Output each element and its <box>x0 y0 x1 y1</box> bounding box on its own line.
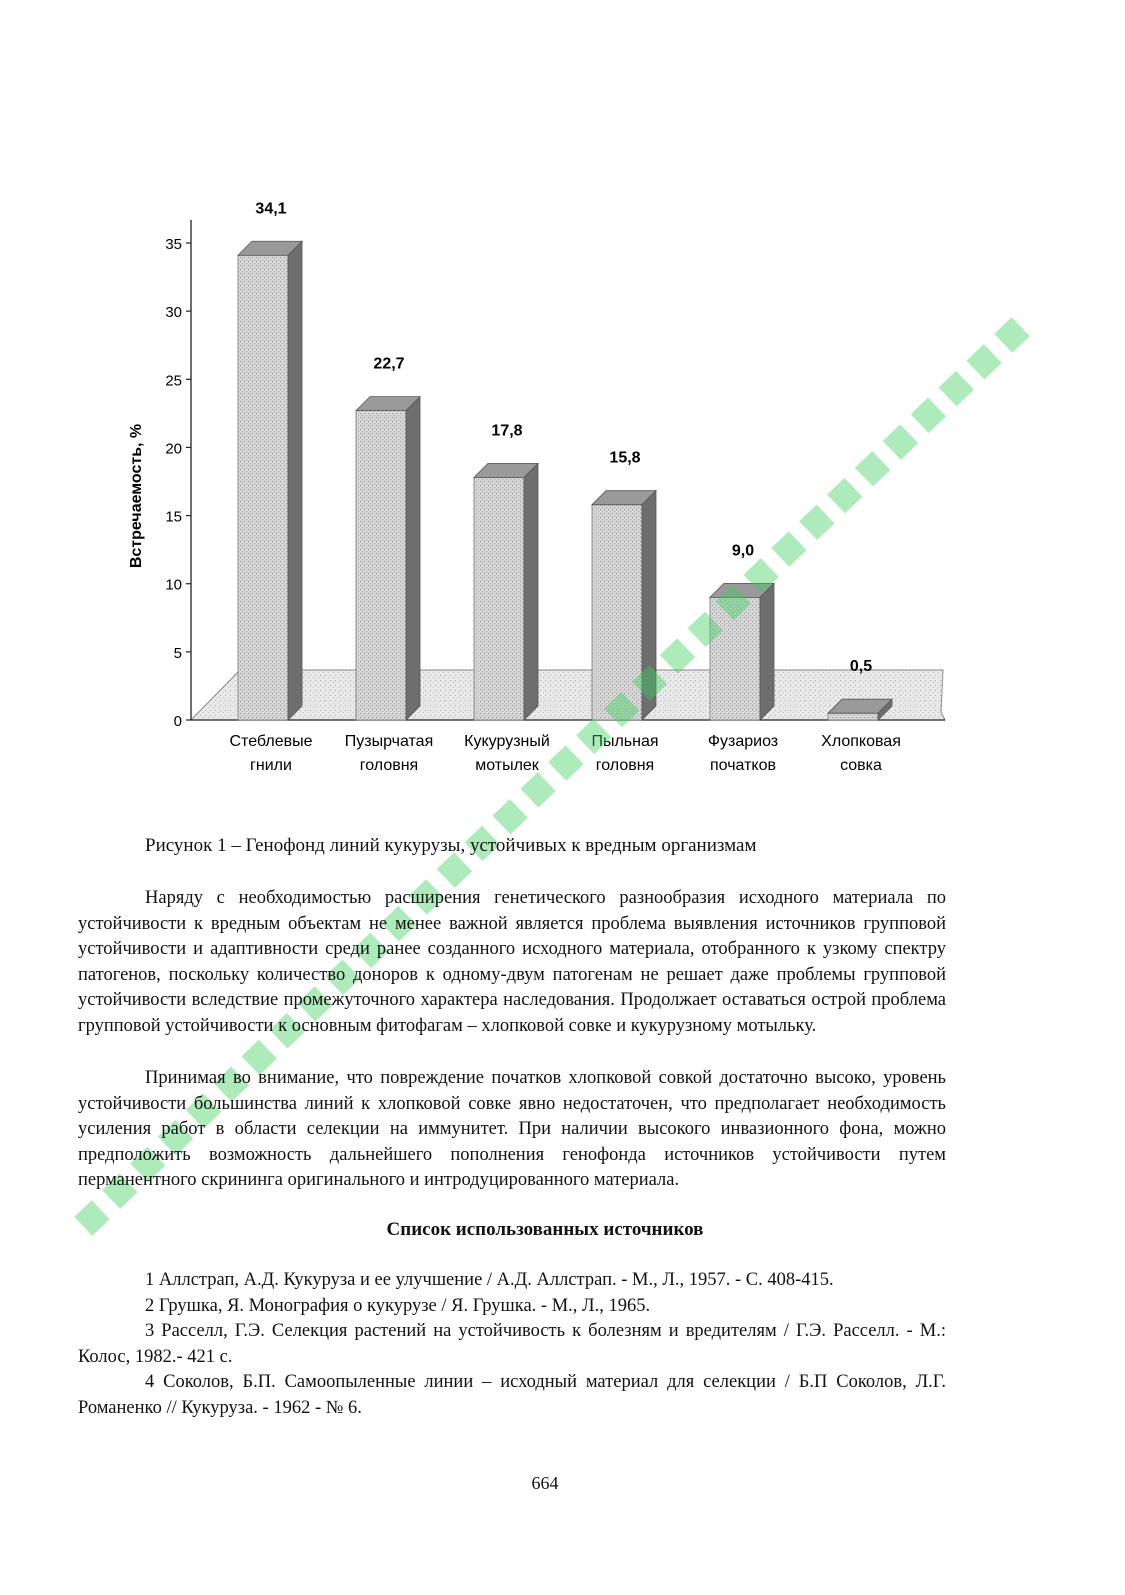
x-tick-label: Кукурузный <box>464 733 550 750</box>
y-tick-label: 0 <box>173 713 182 730</box>
references-title: Список использованных источников <box>386 1219 704 1240</box>
paragraph-2: Принимая во внимание, что повреждение початков хлопковой совкой достаточно высоко, уровень устойчивости большинства линий к хлопковой совке явно недостаточен, что предполагает необходимость усиления работ в области селекции на иммунитет. При наличии высокого инвазионного фона, можно предположить возможность дальнейшего пополнения генофонда источников устойчивости путем перманентного скрининга оригинального и интродуцированного материала. <box>78 1068 946 1191</box>
bar-side <box>760 583 774 720</box>
page-number: 664 <box>531 1473 559 1493</box>
bar <box>474 463 538 720</box>
bar <box>592 491 656 720</box>
reference-item: 3 Расселл, Г.Э. Селекция растений на устойчивость к болезням и вредителям / Г.Э. Расселл. - М.: Колос, 1982.- 421 с. <box>78 1321 946 1367</box>
x-tick-label: гнили <box>250 757 292 774</box>
x-tick-label: головня <box>359 757 419 774</box>
data-label: 17,8 <box>491 422 523 440</box>
y-tick-label: 5 <box>173 644 182 662</box>
data-label: 0,5 <box>849 658 873 676</box>
reference-item: 1 Аллстрап, А.Д. Кукуруза и ее улучшение / А.Д. Аллстрап. - М., Л., 1957. - С. 408-415. <box>145 1270 834 1290</box>
watermark-block <box>437 852 472 887</box>
figure-caption: Рисунок 1 – Генофонд линий кукурузы, устойчивых к вредным организмам <box>145 835 757 856</box>
x-tick-label: Фузариоз <box>707 733 779 750</box>
bar-front <box>356 411 406 720</box>
references-list <box>78 1268 946 1422</box>
data-label: 9,0 <box>731 542 755 560</box>
bar-side <box>524 463 538 720</box>
data-label: 34,1 <box>255 200 287 218</box>
x-tick-label: Стеблевые <box>229 733 313 750</box>
x-tick-label: головня <box>595 757 655 774</box>
x-tick-label: Пузырчатая <box>344 733 434 750</box>
y-axis-label: Встречаемость, % <box>128 423 145 569</box>
x-tick-label: Хлопковая <box>821 733 901 750</box>
x-tick-label: совка <box>840 757 882 774</box>
bar <box>356 397 420 720</box>
bar <box>238 241 302 720</box>
y-tick-label: 25 <box>165 372 182 390</box>
y-tick-label: 15 <box>165 508 182 526</box>
bar <box>710 583 774 720</box>
bar-chart <box>100 165 1000 805</box>
bar-side <box>642 491 656 720</box>
y-tick-label: 20 <box>165 440 182 458</box>
bar-front <box>592 505 642 720</box>
paragraph-1: Наряду с необходимостью расширения генетического разнообразия исходного материала по устойчивости к вредным объектам не менее важной является проблема выявления источников групповой устойчивости и адаптивности среди ранее созданного исходного материала, отобранного к узкому спектру патогенов, поскольку количество доноров к одному-двум патогенам не решает даже проблемы групповой устойчивости вследствие промежуточного характера наследования. Продолжает оставаться острой проблема групповой устойчивости к основным фитофагам – хлопковой совке и кукурузному мотыльку. <box>78 888 946 1036</box>
x-tick-label: Пыльная <box>591 733 659 750</box>
y-tick-label: 35 <box>165 236 182 253</box>
data-label: 22,7 <box>373 355 405 373</box>
data-label: 15,8 <box>609 449 641 467</box>
bar-front <box>238 255 288 720</box>
x-tick-label: мотылек <box>475 757 539 774</box>
y-tick-label: 30 <box>165 304 182 322</box>
bar-front <box>474 477 524 720</box>
bar-front <box>710 597 760 720</box>
bar-side <box>406 397 420 720</box>
y-tick-label: 10 <box>165 576 182 594</box>
bar-front <box>828 713 878 720</box>
reference-item: 2 Грушка, Я. Монография о кукурузе / Я. Грушка. - М., Л., 1965. <box>145 1295 651 1316</box>
x-tick-label: початков <box>710 757 776 774</box>
bar-side <box>288 241 302 720</box>
reference-item: 4 Соколов, Б.П. Самоопыленные линии – исходный материал для селекции / Б.П Соколов, Л.Г. Романенко // Кукуруза. - 1962 - № 6. <box>78 1372 946 1418</box>
